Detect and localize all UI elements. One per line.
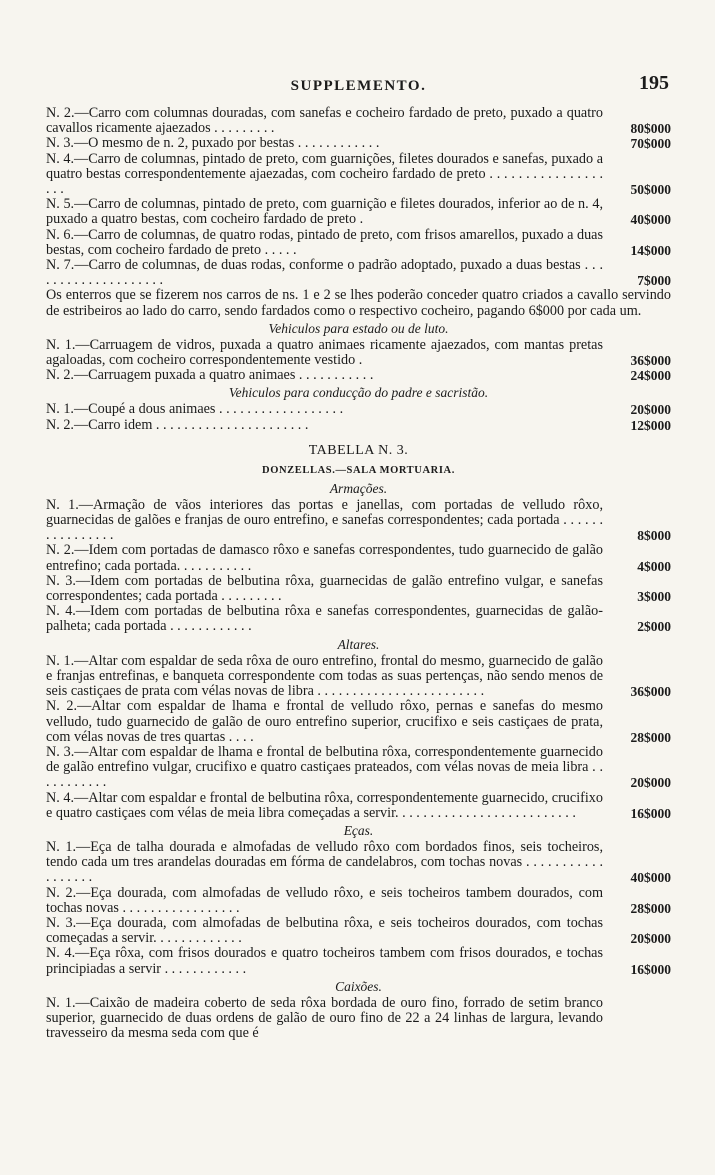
item-price: 50$000 — [630, 182, 671, 198]
subsection-armacoes: Armações. — [329, 480, 388, 496]
item-price: 12$000 — [630, 417, 671, 433]
list-item — [46, 402, 671, 417]
list-item — [46, 418, 671, 433]
list-item — [46, 228, 671, 258]
list-item — [46, 654, 671, 700]
list-item — [46, 996, 671, 1042]
item-text: N. 2.—Carro idem . . . . . . . . . . . . . . . . . . . . . . — [46, 416, 309, 433]
item-price: 36$000 — [630, 353, 671, 369]
list-item — [46, 498, 671, 544]
item-price: 20$000 — [630, 402, 671, 418]
list-item — [46, 699, 671, 745]
item-text: N. 3.—Idem com portadas de belbutina rôxa, guarnecidas de galão entrefino vulgar, e sanefas correspondentes; cada portada . . . . . . . . . — [46, 572, 603, 605]
section-heading-luto: Vehiculos para estado ou de luto. — [268, 320, 449, 336]
item-text: N. 2.—Altar com espaldar de lhama e frontal de velludo rôxo, pernas e sanefas do mesmo velludo, tudo guarnecido de galão de ouro entrefino superior, crucifixo e seis castiçaes de prata, com vélas novas de tres quartas . . . . — [46, 698, 603, 745]
item-price: 8$000 — [637, 528, 671, 544]
list-item — [46, 916, 671, 946]
list-item — [46, 368, 671, 383]
item-text: N. 2.—Idem com portadas de damasco rôxo e sanefas correspondentes, tudo guarnecido de galão entrefino; cada portada. . . . . . . . . . . — [46, 542, 603, 574]
list-item — [46, 840, 671, 886]
list-item — [46, 574, 671, 604]
item-price: 70$000 — [630, 136, 671, 152]
subsection-ecas: Eças. — [343, 822, 374, 838]
item-price: 16$000 — [630, 805, 671, 821]
item-text: N. 1.—Eça de talha dourada e almofadas de velludo rôxo com bordados finos, seis tocheiros, tendo cada um tres arandelas douradas em fórma de candelabros, com tochas novas . . . . . . . . . . . . . . . . . . — [46, 838, 603, 886]
item-price: 36$000 — [630, 684, 671, 700]
page-header — [46, 72, 671, 106]
item-text: N. 6.—Carro de columnas, de quatro rodas, pintado de preto, com frisos amarellos, puxado a duas bestas, com cocheiro fardado de preto . . . . . — [46, 226, 603, 258]
running-title: SUPPLEMENTO. — [290, 78, 427, 94]
item-text: N. 2.—Eça dourada, com almofadas de velludo rôxo, e seis tocheiros tambem dourados, com tochas novas . . . . . . . . . . . . . . . . . — [46, 884, 603, 916]
list-item — [46, 791, 671, 821]
item-text: N. 3.—O mesmo de n. 2, puxado por bestas . . . . . . . . . . . . — [46, 135, 380, 152]
item-text: N. 1.—Caixão de madeira coberto de seda rôxa bordada de ouro fino, forrado de setim branco superior, guarnecido de duas ordens de galão de ouro fino de 22 a 24 linhas de largura, levando travesseiro da mesma seda com que é — [46, 994, 603, 1042]
item-text: N. 7.—Carro de columnas, de duas rodas, conforme o padrão adoptado, puxado a duas bestas . . . . . . . . . . . . . . . . . . . . — [46, 257, 603, 289]
carros-list — [46, 106, 671, 288]
item-text: N. 1.—Armação de vãos interiores das portas e janellas, com portadas de velludo rôxo, guarnecidas de galões e franjas de ouro entrefino, e sanefas correspondentes; cada portada . . . . . . . . . . . . . . . . — [46, 496, 603, 544]
item-text: N. 3.—Altar com espaldar de lhama e frontal de belbutina rôxa, correspondentemente guarnecido de galão entrefino vulgar, crucifixo e quatro castiçaes prateados, com vélas novas de meia libra . . . . . . . . . . . — [46, 743, 603, 791]
item-price: 3$000 — [637, 589, 671, 605]
item-price: 7$000 — [637, 273, 671, 289]
list-item — [46, 886, 671, 916]
tabella-title: TABELLA N. 3. — [308, 442, 409, 458]
list-item — [46, 136, 671, 151]
item-price: 24$000 — [630, 368, 671, 384]
item-text: N. 2.—Carruagem puxada a quatro animaes . . . . . . . . . . . — [46, 367, 374, 384]
page-number: 195 — [639, 72, 669, 94]
item-text: N. 2.—Carro com columnas douradas, com sanefas e cocheiro fardado de preto, puxado a quatro cavallos ricamente ajaezados . . . . . . . . . — [46, 105, 603, 137]
item-price: 20$000 — [630, 775, 671, 791]
list-item — [46, 258, 671, 288]
subsection-altares: Altares. — [337, 636, 380, 652]
item-price: 2$000 — [637, 619, 671, 635]
ecas-list — [46, 840, 671, 977]
item-text: N. 1.—Coupé a dous animaes . . . . . . . . . . . . . . . . . . — [46, 401, 344, 418]
list-item — [46, 152, 671, 198]
altares-list — [46, 654, 671, 821]
enterros-note: Os enterros que se fizerem nos carros de ns. 1 e 2 se lhes poderão conceder quatro criados a cavallo servindo de estribeiros ao lado do carro, sendo fardados como o respectivo cocheiro, pagando 6$000 por cada um. — [46, 287, 671, 319]
item-text: N. 4.—Idem com portadas de belbutina rôxa e sanefas correspondentes, guarnecidas de galão-palheta; cada portada . . . . . . . . . . . . — [46, 603, 603, 635]
item-text: N. 4.—Altar com espaldar e frontal de belbutina rôxa, correspondentemente guarnecido, crucifixo e quatro castiçaes com vélas de meia libra começadas a servir. . . . . . . . . . . . . . . . . . . . . . . . . . — [46, 789, 603, 821]
item-price: 28$000 — [630, 900, 671, 916]
section-heading-padre: Vehiculos para conducção do padre e sacristão. — [228, 385, 489, 401]
list-item — [46, 197, 671, 227]
list-item — [46, 543, 671, 573]
item-price: 20$000 — [630, 931, 671, 947]
item-text: N. 4.—Eça rôxa, com frisos dourados e quatro tocheiros tambem com frisos dourados, e tochas principiadas a servir . . . . . . . . . . . . — [46, 945, 603, 977]
padre-list — [46, 402, 671, 432]
item-price: 40$000 — [630, 212, 671, 228]
list-item — [46, 946, 671, 976]
item-price: 80$000 — [630, 121, 671, 137]
armacoes-list — [46, 498, 671, 635]
item-price: 4$000 — [637, 558, 671, 574]
item-price: 28$000 — [630, 729, 671, 745]
item-price: 16$000 — [630, 961, 671, 977]
list-item — [46, 745, 671, 791]
list-item — [46, 106, 671, 136]
item-text: N. 5.—Carro de columnas, pintado de preto, com guarnição e filetes dourados, inferior ao de n. 4, puxado a quatro bestas, com cocheiro fardado de preto . — [46, 196, 603, 228]
item-text: N. 4.—Carro de columnas, pintado de preto, com guarnições, filetes dourados e sanefas, puxado a quatro bestas correspondentemente ajaezadas, com cocheiro fardado de preto . . . . . . . . . . . . . . . . . . . — [46, 150, 603, 198]
tabella-subtitle: DONZELLAS.—SALA MORTUARIA. — [262, 464, 455, 476]
item-price: 14$000 — [630, 242, 671, 258]
item-text: N. 1.—Carruagem de vidros, puxada a quatro animaes ricamente ajaezados, com mantas pretas agaloadas, com cocheiro correspondentemente vestido . — [46, 336, 603, 369]
list-item — [46, 604, 671, 634]
item-text: N. 3.—Eça dourada, com almofadas de belbutina rôxa, e seis tocheiros dourados, com tochas começadas a servir. . . . . . . . . . . . . — [46, 914, 603, 947]
caixoes-list — [46, 996, 671, 1042]
item-text: N. 1.—Altar com espaldar de seda rôxa de ouro entrefino, frontal do mesmo, guarnecido de galão e franjas entrefinas, e banqueta correspondente com todas as suas pertenças, não sendo menos de seis castiçaes de prata com vélas novas de libra . . . . . . . . . . . . . . . . . . . . . . . . — [46, 652, 603, 700]
item-price: 40$000 — [630, 870, 671, 886]
luto-list — [46, 338, 671, 384]
subsection-caixoes: Caixões. — [335, 978, 382, 994]
list-item — [46, 338, 671, 368]
